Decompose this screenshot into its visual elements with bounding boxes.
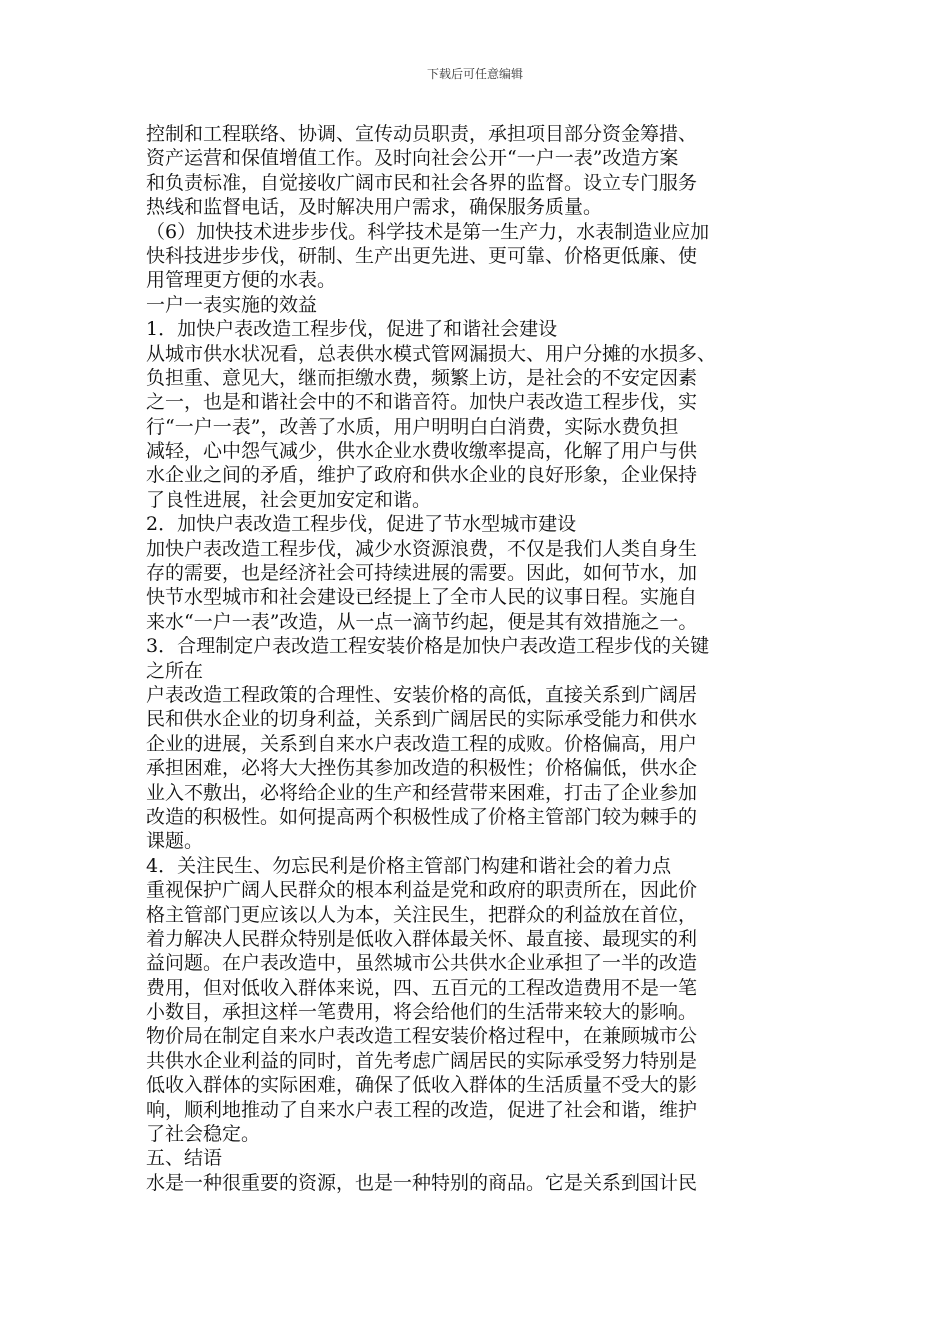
text-line: 物价局在制定自来水户表改造工程安装价格过程中，在兼顾城市公 <box>146 1025 698 1048</box>
text-line: 存的需要，也是经济社会可持续进展的需要。因此，如何节水，加 <box>146 562 698 585</box>
text-line: 减轻，心中怨气减少，供水企业水费收缴率提高，化解了用户与供 <box>146 440 698 463</box>
text-line: 水是一种很重要的资源，也是一种特别的商品。它是关系到国计民 <box>146 1171 698 1194</box>
text-line: 3．合理制定户表改造工程安装价格是加快户表改造工程步伐的关键 <box>146 635 710 658</box>
text-line: 益问题。在户表改造中，虽然城市公共供水企业承担了一半的改造 <box>146 952 698 975</box>
text-line: 快科技进步步伐，研制、生产出更先进、更可靠、价格更低廉、使 <box>146 244 698 267</box>
text-line: 改造的积极性。如何提高两个积极性成了价格主管部门较为棘手的 <box>146 805 698 828</box>
text-line: 格主管部门更应该以人为本，关注民生，把群众的利益放在首位， <box>146 903 698 926</box>
text-line: 资产运营和保值增值工作。及时向社会公开“一户一表”改造方案 <box>146 147 679 170</box>
text-line: 用管理更方便的水表。 <box>146 269 337 292</box>
text-line: 低收入群体的实际困难，确保了低收入群体的生活质量不受大的影 <box>146 1074 698 1097</box>
text-line: 承担困难，必将大大挫伤其参加改造的积极性；价格偏低，供水企 <box>146 757 698 780</box>
text-line: 小数目，承担这样一笔费用，将会给他们的生活带来较大的影响。 <box>146 1001 698 1024</box>
text-line: 水企业之间的矛盾，维护了政府和供水企业的良好形象，企业保持 <box>146 464 698 487</box>
document-body <box>146 122 816 1195</box>
text-line: 热线和监督电话，及时解决用户需求，确保服务质量。 <box>146 196 603 219</box>
text-line: 户表改造工程政策的合理性、安装价格的高低，直接关系到广阔居 <box>146 683 698 706</box>
text-line: 课题。 <box>146 830 204 853</box>
text-line: 和负责标准，自觉接收广阔市民和社会各界的监督。设立专门服务 <box>146 171 698 194</box>
text-line: 共供水企业利益的同时，首先考虑广阔居民的实际承受努力特别是 <box>146 1049 698 1072</box>
text-line: 快节水型城市和社会建设已经提上了全市人民的议事日程。实施自 <box>146 586 698 609</box>
text-line: 重视保护广阔人民群众的根本利益是党和政府的职责所在，因此价 <box>146 879 698 902</box>
text-line: 之所在 <box>146 659 204 682</box>
text-line: 费用，但对低收入群体来说，四、五百元的工程改造费用不是一笔 <box>146 976 698 999</box>
text-line: 加快户表改造工程步伐，减少水资源浪费，不仅是我们人类自身生 <box>146 537 698 560</box>
text-line: 响，顺利地推动了自来水户表工程的改造，促进了社会和谐，维护 <box>146 1098 698 1121</box>
text-line: 业入不敷出，必将给企业的生产和经营带来困难，打击了企业参加 <box>146 781 698 804</box>
text-line: （6）加快技术进步步伐。科学技术是第一生产力，水表制造业应加 <box>146 220 710 243</box>
text-line: 1．加快户表改造工程步伐，促进了和谐社会建设 <box>146 318 558 341</box>
text-line: 企业的进展，关系到自来水户表改造工程的成败。价格偏高，用户 <box>146 732 698 755</box>
text-line: 4．关注民生、勿忘民利是价格主管部门构建和谐社会的着力点 <box>146 854 672 877</box>
text-line: 行“一户一表”，改善了水质，用户明明白白消费，实际水费负担 <box>146 415 679 438</box>
text-line: 2．加快户表改造工程步伐，促进了节水型城市建设 <box>146 513 577 536</box>
text-line: 从城市供水状况看，总表供水模式管网漏损大、用户分摊的水损多、 <box>146 342 717 365</box>
text-line: 一户一表实施的效益 <box>146 293 318 316</box>
text-line: 之一，也是和谐社会中的不和谐音符。加快户表改造工程步伐，实 <box>146 391 698 414</box>
page-header: 下载后可任意编辑 <box>426 67 523 81</box>
text-line: 民和供水企业的切身利益，关系到广阔居民的实际承受能力和供水 <box>146 708 698 731</box>
text-line: 了良性进展，社会更加安定和谐。 <box>146 488 432 511</box>
text-line: 控制和工程联络、协调、宣传动员职责，承担项目部分资金筹措、 <box>146 123 698 145</box>
text-line: 负担重、意见大，继而拒缴水费，频繁上访，是社会的不安定因素 <box>146 366 698 389</box>
text-line: 五、结语 <box>146 1147 223 1170</box>
text-line: 了社会稳定。 <box>146 1123 261 1146</box>
text-line: 着力解决人民群众特别是低收入群体最关怀、最直接、最现实的利 <box>146 927 698 950</box>
text-line: 来水“一户一表”改造，从一点一滴节约起，便是其有效措施之一。 <box>146 610 698 633</box>
